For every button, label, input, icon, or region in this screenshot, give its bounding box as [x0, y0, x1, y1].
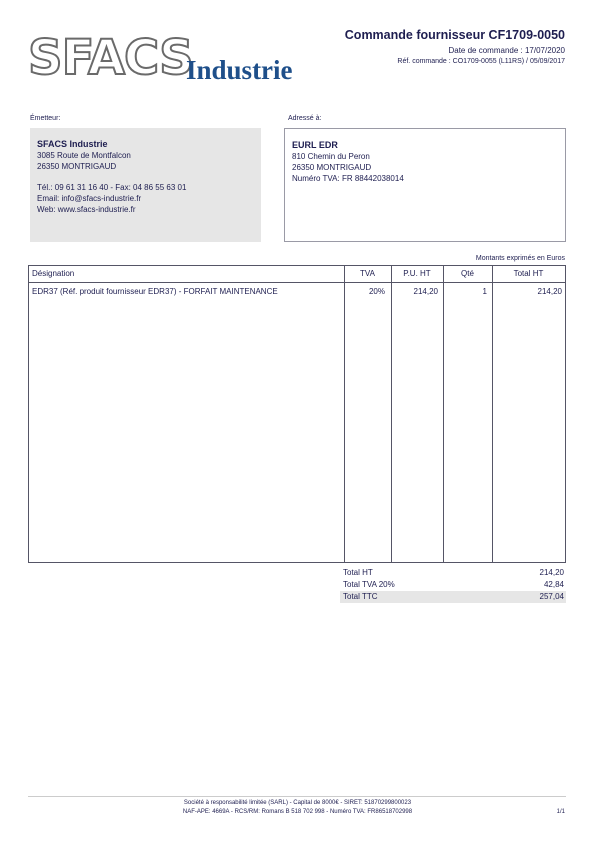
- row-tva: 20%: [368, 287, 385, 296]
- total-tva-value: 42,84: [543, 580, 564, 589]
- total-ht-label: Total HT: [343, 568, 373, 577]
- recipient-label: Adressé à:: [288, 115, 322, 122]
- footer-divider: [28, 796, 566, 797]
- recipient-address-line1: 810 Chemin du Peron: [292, 152, 370, 161]
- logo-sfacs-text: SFACS: [28, 30, 193, 86]
- recipient-address-line2: 26350 MONTRIGAUD: [292, 163, 372, 172]
- order-reference: Réf. commande : CO1709-0055 (L11RS) / 05/09/2017: [397, 58, 565, 65]
- footer-legal-line1: Société à responsabilité limitée (SARL) - Capital de 8000€ - SIRET: 51870299800023: [183, 800, 412, 806]
- sender-address-line1: 3085 Route de Montfalcon: [37, 151, 131, 160]
- total-ttc-row: [340, 591, 566, 603]
- row-total-ht: 214,20: [537, 287, 562, 296]
- total-ttc-value: 257,04: [539, 592, 564, 601]
- sender-phone: Tél.: 09 61 31 16 40 - Fax: 04 86 55 63 01: [37, 183, 187, 192]
- total-tva-label: Total TVA 20%: [343, 580, 395, 589]
- row-designation: EDR37 (Réf. produit fournisseur EDR37) - FORFAIT MAINTENANCE: [32, 287, 278, 296]
- sender-email: Email: info@sfacs-industrie.fr: [37, 194, 142, 203]
- recipient-box: [284, 128, 566, 242]
- order-lines-table: [28, 265, 566, 563]
- column-divider: [391, 266, 392, 562]
- header-quantity: Qté: [461, 269, 474, 278]
- row-quantity: 1: [482, 287, 487, 296]
- header-designation: Désignation: [32, 269, 75, 278]
- page-number: 1/1: [556, 809, 565, 815]
- row-unit-price: 214,20: [413, 287, 438, 296]
- sender-web: Web: www.sfacs-industrie.fr: [37, 205, 136, 214]
- column-divider: [443, 266, 444, 562]
- total-ttc-label: Total TTC: [343, 592, 378, 601]
- logo-industrie-text: Industrie: [186, 55, 293, 85]
- sender-name: SFACS Industrie: [37, 139, 108, 149]
- total-ht-value: 214,20: [539, 568, 564, 577]
- document-title: Commande fournisseur CF1709-0050: [344, 28, 565, 42]
- total-ht-row: [340, 567, 566, 579]
- header-tva: TVA: [360, 269, 375, 278]
- sender-label: Émetteur:: [30, 115, 61, 122]
- recipient-name: EURL EDR: [292, 140, 338, 150]
- totals-block: [340, 567, 566, 603]
- sender-address-line2: 26350 MONTRIGAUD: [37, 162, 117, 171]
- sender-box: [30, 128, 261, 242]
- column-divider: [492, 266, 493, 562]
- currency-note: Montants exprimés en Euros: [475, 255, 565, 262]
- header-total-ht: Total HT: [513, 269, 544, 278]
- header-unit-price: P.U. HT: [403, 269, 431, 278]
- recipient-vat: Numéro TVA: FR 88442038014: [292, 174, 404, 183]
- column-divider: [344, 266, 345, 562]
- footer-legal-line2: NAF-APE: 4669A - RCS/RM: Romans B 518 702 998 - Numéro TVA: FR86518702998: [182, 809, 413, 815]
- company-logo: [28, 30, 318, 90]
- order-date: Date de commande : 17/07/2020: [448, 46, 565, 55]
- total-tva-row: [340, 579, 566, 591]
